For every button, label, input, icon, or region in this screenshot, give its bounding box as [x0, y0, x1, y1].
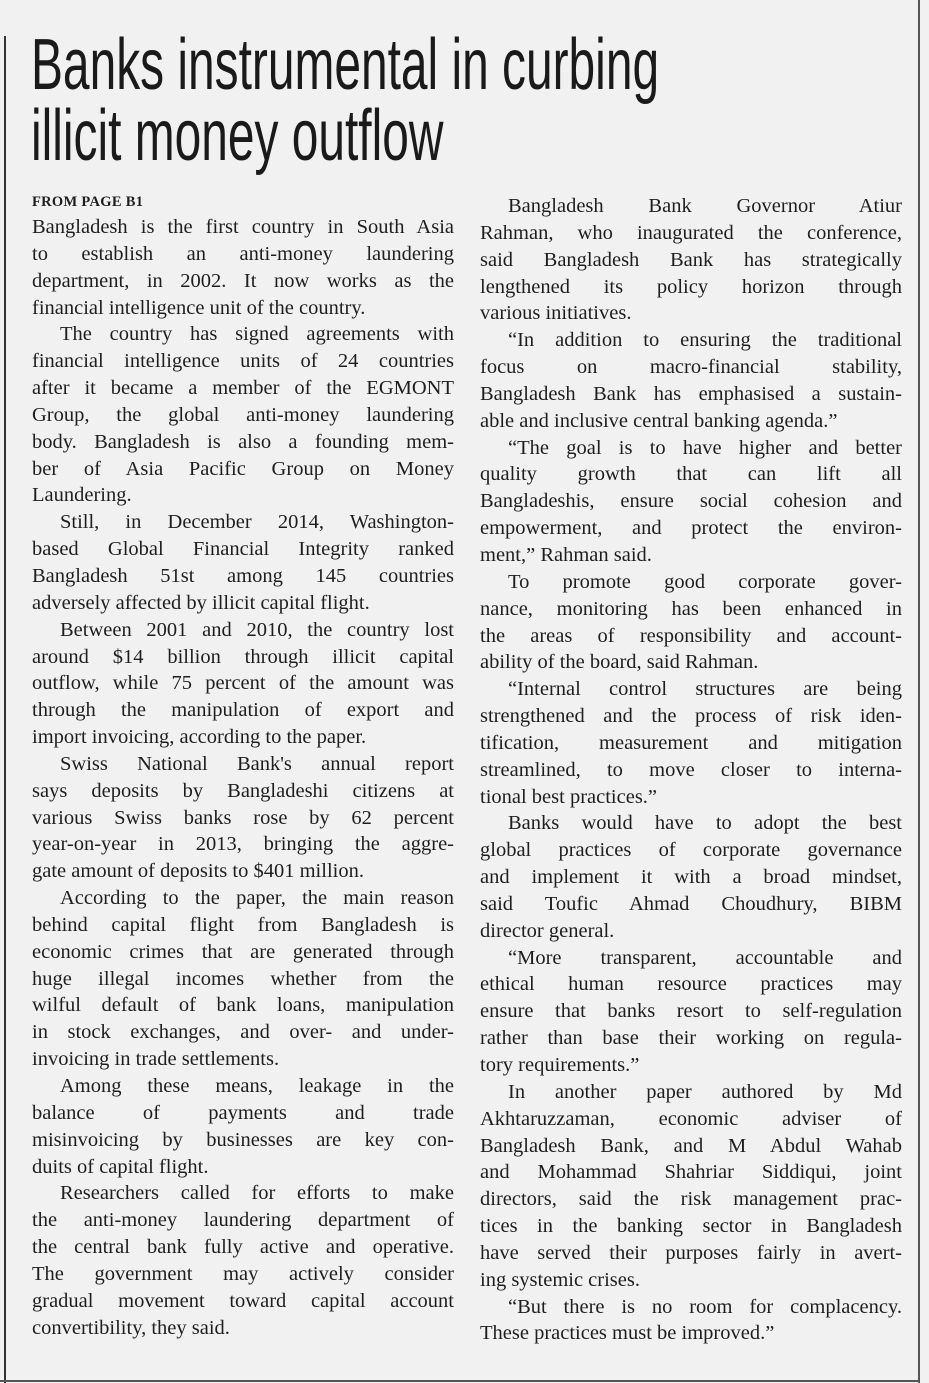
text-line: adversely affected by illicit capital flight.: [32, 591, 370, 614]
text-line: tional best practices.”: [480, 785, 658, 808]
text-line: Swiss National Bank's annual report: [60, 752, 454, 775]
text-line: gate amount of deposits to $401 million.: [32, 860, 364, 883]
text-line: strengthened and the process of risk iden-: [480, 705, 902, 728]
text-line: quality growth that can lift all: [480, 463, 902, 486]
text-line: Bangladesh Bank has emphasised a sustain-: [480, 382, 902, 405]
paragraph: [480, 810, 902, 944]
text-line: various Swiss banks rose by 62 percent: [32, 806, 454, 829]
paragraph: [480, 327, 902, 434]
text-line: the central bank fully active and operative.: [32, 1236, 454, 1259]
text-line: through the manipulation of export and: [32, 699, 454, 722]
text-line: have served their purposes fairly in avert-: [480, 1241, 902, 1264]
text-line: Banks would have to adopt the best: [508, 812, 902, 835]
text-line: streamlined, to move closer to interna-: [480, 758, 902, 781]
text-line: said Toufic Ahmad Choudhury, BIBM: [480, 892, 902, 915]
paragraph: [32, 1073, 454, 1180]
text-line: tification, measurement and mitigation: [480, 731, 902, 754]
text-line: “In addition to ensuring the traditional: [508, 329, 902, 352]
text-line: outflow, while 75 percent of the amount was: [32, 672, 454, 695]
paragraph: [480, 945, 902, 1079]
text-line: huge illegal incomes whether from the: [32, 967, 454, 990]
text-line: ensure that banks resort to self-regulation: [480, 1000, 902, 1023]
text-line: Researchers called for efforts to make: [60, 1182, 454, 1205]
text-line: financial intelligence units of 24 countries: [32, 350, 454, 373]
headline: [31, 25, 929, 176]
text-line: “Internal control structures are being: [508, 678, 902, 701]
paragraph: [32, 214, 454, 321]
paragraph: [32, 885, 454, 1073]
text-line: Bangladeshis, ensure social cohesion and: [480, 490, 902, 513]
text-line: balance of payments and trade: [32, 1101, 454, 1124]
text-line: directors, said the risk management prac-: [480, 1188, 902, 1211]
text-line: said Bangladesh Bank has strategically: [480, 248, 902, 271]
article-column-left: [32, 214, 454, 1341]
text-line: “The goal is to have higher and better: [508, 436, 902, 459]
text-line: body. Bangladesh is also a founding mem-: [32, 430, 454, 453]
text-line: Group, the global anti-money laundering: [32, 403, 454, 426]
text-line: to establish an anti-money laundering: [32, 242, 454, 265]
text-line: global practices of corporate governance: [480, 839, 902, 862]
text-line: ing systemic crises.: [480, 1268, 640, 1291]
text-line: gradual movement toward capital account: [32, 1289, 454, 1312]
text-line: ethical human resource practices may: [480, 973, 902, 996]
text-line: Akhtaruzzaman, economic adviser of: [480, 1107, 902, 1130]
text-line: economic crimes that are generated through: [32, 940, 454, 963]
text-line: financial intelligence unit of the country.: [32, 296, 366, 319]
text-line: around $14 billion through illicit capital: [32, 645, 454, 668]
text-line: To promote good corporate gover-: [508, 570, 902, 593]
text-line: the areas of responsibility and account-: [480, 624, 902, 647]
paragraph: [480, 569, 902, 676]
text-line: empowerment, and protect the environ-: [480, 517, 902, 540]
text-line: Rahman, who inaugurated the conference,: [480, 221, 902, 244]
text-line: The country has signed agreements with: [60, 323, 454, 346]
text-line: According to the paper, the main reason: [60, 887, 454, 910]
text-line: after it became a member of the EGMONT: [32, 377, 454, 400]
text-line: based Global Financial Integrity ranked: [32, 538, 454, 561]
text-line: ability of the board, said Rahman.: [480, 651, 759, 674]
text-line: import invoicing, according to the paper.: [32, 726, 367, 749]
text-line: tices in the banking sector in Bangladesh: [480, 1215, 902, 1238]
text-line: nance, monitoring has been enhanced in: [480, 597, 902, 620]
paragraph: [32, 751, 454, 885]
border-bottom: [0, 1380, 920, 1382]
text-line: invoicing in trade settlements.: [32, 1048, 280, 1071]
text-line: various initiatives.: [480, 302, 632, 325]
border-right: [918, 0, 920, 1383]
column-rule-left: [4, 36, 6, 1383]
text-line: wilful default of bank loans, manipulation: [32, 994, 454, 1017]
text-line: Between 2001 and 2010, the country lost: [60, 618, 454, 641]
paragraph: [480, 1079, 902, 1294]
headline-line: illicit money outflow: [31, 96, 444, 176]
text-line: focus on macro-financial stability,: [480, 356, 902, 379]
text-line: behind capital flight from Bangladesh is: [32, 913, 454, 936]
paragraph: [32, 617, 454, 751]
text-line: tory requirements.”: [480, 1054, 640, 1076]
continued-from-label: FROM PAGE B1: [32, 194, 144, 210]
paragraph: [32, 321, 454, 509]
text-line: Bangladesh is the first country in South Asia: [32, 216, 454, 238]
text-line: In another paper authored by Md: [508, 1080, 902, 1103]
text-line: rather than base their working on regula-: [480, 1027, 902, 1050]
text-line: Bangladesh Bank, and M Abdul Wahab: [480, 1134, 902, 1157]
text-line: These practices must be improved.”: [480, 1322, 775, 1345]
headline-line: Banks instrumental in curbing: [31, 25, 660, 105]
text-line: ber of Asia Pacific Group on Money: [32, 457, 454, 480]
text-line: Still, in December 2014, Washington-: [60, 511, 454, 534]
text-line: The government may actively consider: [32, 1262, 454, 1285]
text-line: Bangladesh Bank Governor Atiur: [508, 195, 902, 217]
text-line: able and inclusive central banking agenda.”: [480, 409, 838, 432]
text-line: duits of capital flight.: [32, 1155, 209, 1178]
paragraph: [32, 1180, 454, 1341]
text-line: Among these means, leakage in the: [60, 1075, 454, 1097]
text-line: “But there is no room for complacency.: [508, 1295, 902, 1318]
text-line: “More transparent, accountable and: [508, 946, 902, 969]
text-line: department, in 2002. It now works as the: [32, 269, 454, 292]
paragraph: [480, 1294, 902, 1348]
text-line: lengthened its policy horizon through: [480, 275, 902, 298]
text-line: director general.: [480, 919, 615, 942]
paragraph: [480, 435, 902, 569]
paragraph: [32, 509, 454, 616]
text-line: misinvoicing by businesses are key con-: [32, 1128, 454, 1151]
text-line: and implement it with a broad mindset,: [480, 866, 902, 889]
text-line: in stock exchanges, and over- and under-: [32, 1021, 454, 1044]
text-line: and Mohammad Shahriar Siddiqui, joint: [480, 1161, 902, 1184]
text-line: Bangladesh 51st among 145 countries: [32, 564, 454, 587]
text-line: the anti-money laundering department of: [32, 1209, 454, 1232]
article-column-right: [480, 193, 902, 1347]
text-line: convertibility, they said.: [32, 1316, 230, 1339]
text-line: says deposits by Bangladeshi citizens at: [32, 779, 454, 802]
text-line: year-on-year in 2013, bringing the aggre-: [32, 833, 454, 856]
paragraph: [480, 676, 902, 810]
text-line: Laundering.: [32, 484, 132, 507]
paragraph: [480, 193, 902, 327]
text-line: ment,” Rahman said.: [480, 543, 652, 566]
